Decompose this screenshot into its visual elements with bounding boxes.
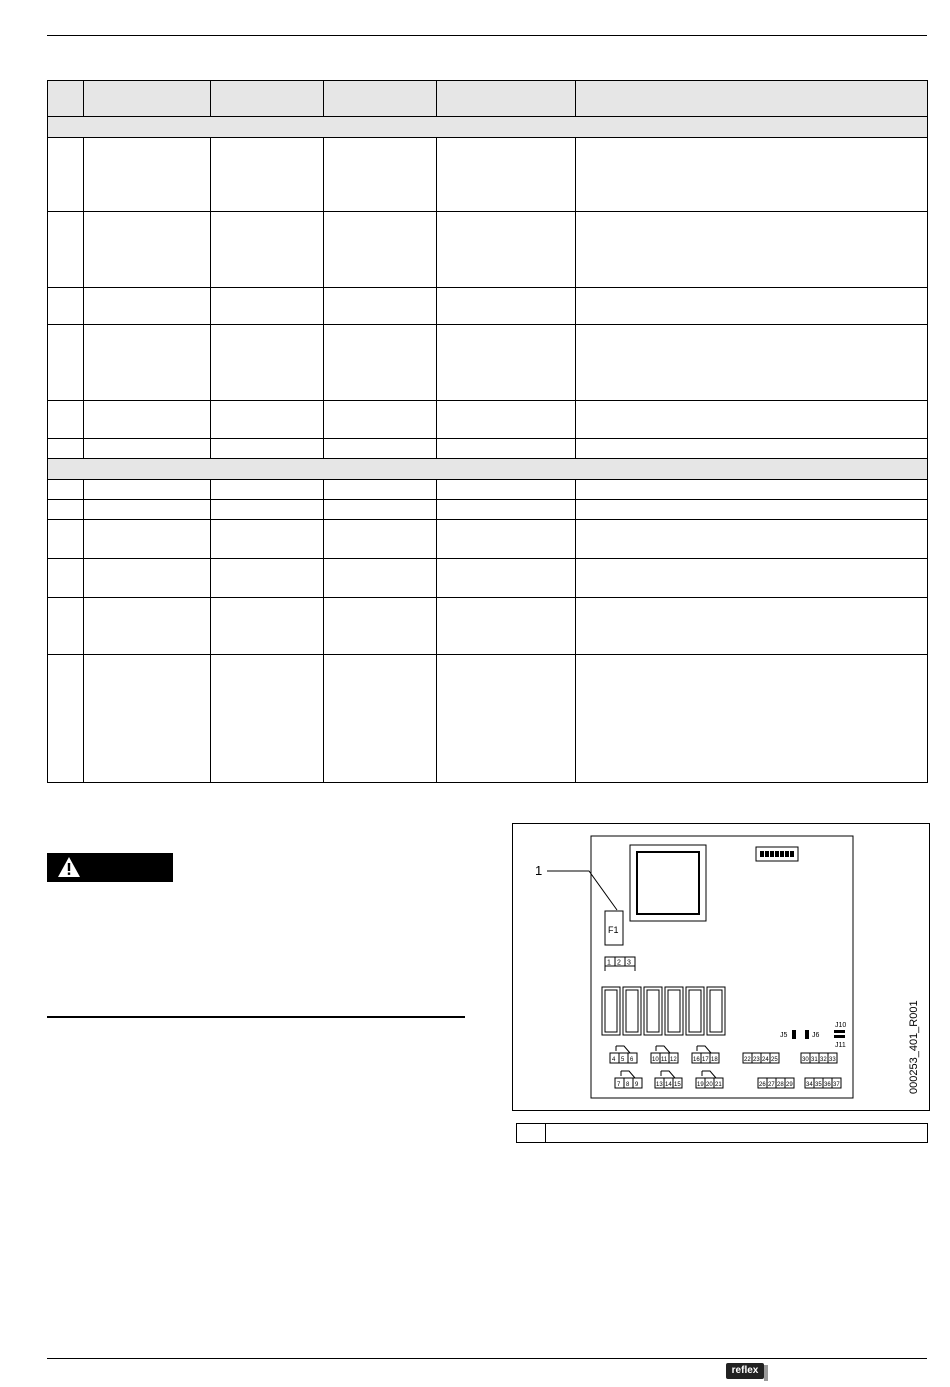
top-rule xyxy=(47,35,927,36)
terminal-group xyxy=(696,1071,723,1088)
svg-text:4: 4 xyxy=(612,1057,616,1063)
svg-text:9: 9 xyxy=(635,1082,639,1088)
table-section-row xyxy=(48,459,928,480)
svg-text:29: 29 xyxy=(786,1082,793,1088)
jumper-j5 xyxy=(792,1030,796,1039)
section-divider xyxy=(47,1016,465,1018)
table-row xyxy=(48,288,928,325)
svg-text:6: 6 xyxy=(630,1057,634,1063)
terminal-group xyxy=(758,1078,794,1088)
terminal-group xyxy=(692,1046,719,1063)
svg-text:7: 7 xyxy=(617,1082,621,1088)
table-row xyxy=(48,325,928,401)
callout-leader xyxy=(547,871,617,910)
svg-text:12: 12 xyxy=(670,1057,677,1063)
table-row xyxy=(48,520,928,559)
table-row xyxy=(48,500,928,520)
svg-text:37: 37 xyxy=(833,1082,840,1088)
svg-text:22: 22 xyxy=(744,1057,751,1063)
table-row xyxy=(48,439,928,459)
terminal-group xyxy=(805,1078,841,1088)
terminal-group xyxy=(801,1053,837,1063)
svg-text:16: 16 xyxy=(693,1057,700,1063)
warning-banner xyxy=(47,853,173,882)
warning-icon xyxy=(57,856,81,878)
jumper-j11-label: J11 xyxy=(835,1042,846,1049)
fuse-label: F1 xyxy=(608,925,619,935)
table-row xyxy=(48,598,928,655)
svg-text:32: 32 xyxy=(820,1057,827,1063)
jumper-j6 xyxy=(805,1030,809,1039)
svg-text:28: 28 xyxy=(777,1082,784,1088)
figure-legend xyxy=(516,1123,928,1143)
figure-code: 000253_401_R001 xyxy=(908,1000,920,1094)
terminal-group xyxy=(610,1046,637,1063)
table-row xyxy=(48,655,928,783)
svg-text:33: 33 xyxy=(829,1057,836,1063)
svg-text:17: 17 xyxy=(702,1057,709,1063)
jumper-j11 xyxy=(834,1035,845,1038)
svg-text:19: 19 xyxy=(697,1082,704,1088)
svg-text:18: 18 xyxy=(711,1057,718,1063)
svg-text:10: 10 xyxy=(652,1057,659,1063)
svg-text:25: 25 xyxy=(771,1057,778,1063)
spec-table xyxy=(47,80,928,783)
svg-text:24: 24 xyxy=(762,1057,769,1063)
terminal-group xyxy=(615,1071,642,1088)
svg-text:35: 35 xyxy=(815,1082,822,1088)
terminal-row-lower xyxy=(615,1071,841,1088)
brand-logo-text: reflex xyxy=(731,1365,759,1376)
legend-number-cell xyxy=(517,1124,546,1142)
jumper-j6-label: J6 xyxy=(812,1032,820,1039)
jumper-j10-label: J10 xyxy=(835,1022,847,1029)
relay-bank xyxy=(602,987,725,1035)
brand-logo xyxy=(726,1363,764,1379)
circuit-board-figure xyxy=(512,823,930,1111)
svg-text:13: 13 xyxy=(656,1082,663,1088)
svg-text:8: 8 xyxy=(626,1082,630,1088)
svg-text:2: 2 xyxy=(617,959,621,967)
jumper-j5-label: J5 xyxy=(780,1032,788,1039)
svg-text:1: 1 xyxy=(607,959,611,967)
bottom-rule xyxy=(47,1358,927,1359)
table-row xyxy=(48,480,928,500)
svg-text:14: 14 xyxy=(665,1082,672,1088)
svg-text:31: 31 xyxy=(811,1057,818,1063)
transformer-outer xyxy=(630,845,706,921)
table-row xyxy=(48,401,928,439)
terminal-row-upper xyxy=(610,1046,837,1063)
svg-text:34: 34 xyxy=(806,1082,813,1088)
svg-text:11: 11 xyxy=(661,1057,668,1063)
table-row xyxy=(48,138,928,212)
table-row xyxy=(48,559,928,598)
svg-text:23: 23 xyxy=(753,1057,760,1063)
transformer-inner xyxy=(637,852,699,914)
circuit-board-drawing xyxy=(513,824,931,1112)
svg-text:15: 15 xyxy=(674,1082,681,1088)
terminal-group xyxy=(655,1071,682,1088)
table-row xyxy=(48,212,928,288)
callout-number: 1 xyxy=(535,863,543,878)
svg-text:26: 26 xyxy=(759,1082,766,1088)
svg-text:36: 36 xyxy=(824,1082,831,1088)
svg-text:27: 27 xyxy=(768,1082,775,1088)
jumper-j10 xyxy=(834,1030,845,1033)
table-header-row xyxy=(48,81,928,117)
terminal-block-small xyxy=(605,957,635,971)
svg-text:30: 30 xyxy=(802,1057,809,1063)
svg-text:3: 3 xyxy=(627,959,631,967)
table-section-row xyxy=(48,117,928,138)
terminal-group xyxy=(651,1046,678,1063)
svg-text:20: 20 xyxy=(706,1082,713,1088)
terminal-group xyxy=(743,1053,779,1063)
svg-text:5: 5 xyxy=(621,1057,625,1063)
svg-text:21: 21 xyxy=(715,1082,722,1088)
